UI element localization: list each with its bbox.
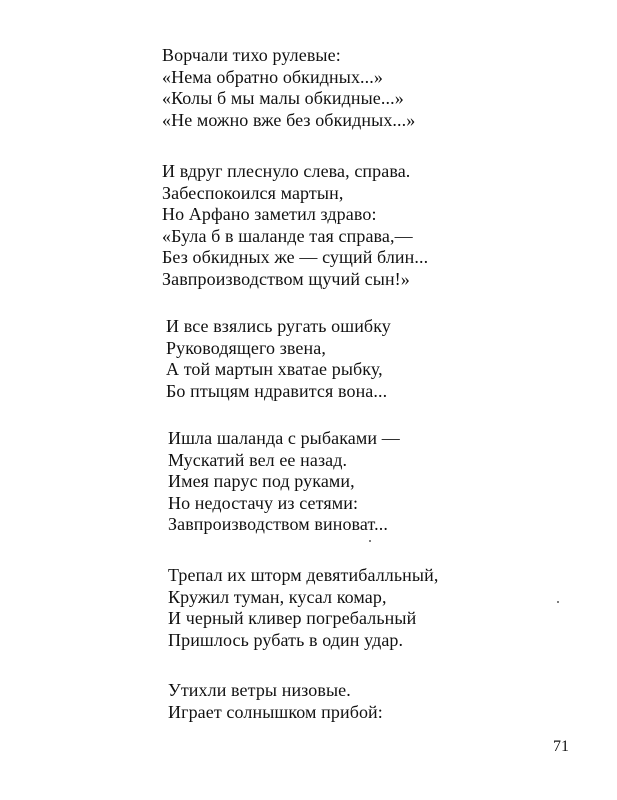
poem-line: «Нема обратно обкидных...» [162,66,383,87]
stanza-4 [168,428,400,536]
poem-line: Играет солнышком прибой: [168,701,383,722]
poem-line: Руководящего звена, [166,337,326,358]
poem-line: А той мартын хватае рыбку, [166,359,383,379]
poem-line: Забеспокоился мартын, [162,182,344,203]
poem-line: Но Арфано заметил здраво: [162,204,377,224]
poem-line: И вдруг плеснуло слева, справа. [162,161,411,181]
poem-line: Без обкидных же — сущий блин... [162,247,429,267]
poem-line: Утихли ветры низовые. [168,680,351,700]
poem-line: Завпроизводством щучий сын!» [162,268,410,289]
poem-line: И черный кливер погребальный [168,608,417,628]
poem-line: Но недостачу из сетями: [168,492,359,513]
poem-line: Завпроизводством виноват... [168,514,388,534]
stanza-1 [162,45,415,131]
print-speck [557,601,559,603]
poem-line: Мускатий вел ее назад. [168,449,348,470]
stanza-3 [166,316,391,402]
page-number: 71 [553,738,569,755]
poem-line: Бо птыцям ндравится вона... [166,380,388,401]
poem-line: Кружил туман, кусал комар, [168,586,387,607]
poem-line: Пришлось рубать в один удар. [168,629,404,650]
poem-line: «Не можно вже без обкидных...» [162,109,416,130]
poem-line: Ворчали тихо рулевые: [162,45,341,65]
stanza-5 [168,565,438,651]
print-speck [369,540,371,542]
stanza-2 [162,161,428,290]
poem-line: Ишла шаланда с рыбаками — [168,428,400,448]
poem-line: Имея парус под руками, [168,471,355,491]
poem-line: И все взялись ругать ошибку [166,316,391,336]
stanza-6 [168,680,383,723]
poem-line: «Була б в шаланде тая справа,— [162,225,413,246]
poem-line: «Колы б мы малы обкидные...» [162,88,404,108]
poem-line: Трепал их шторм девятибалльный, [168,565,439,585]
